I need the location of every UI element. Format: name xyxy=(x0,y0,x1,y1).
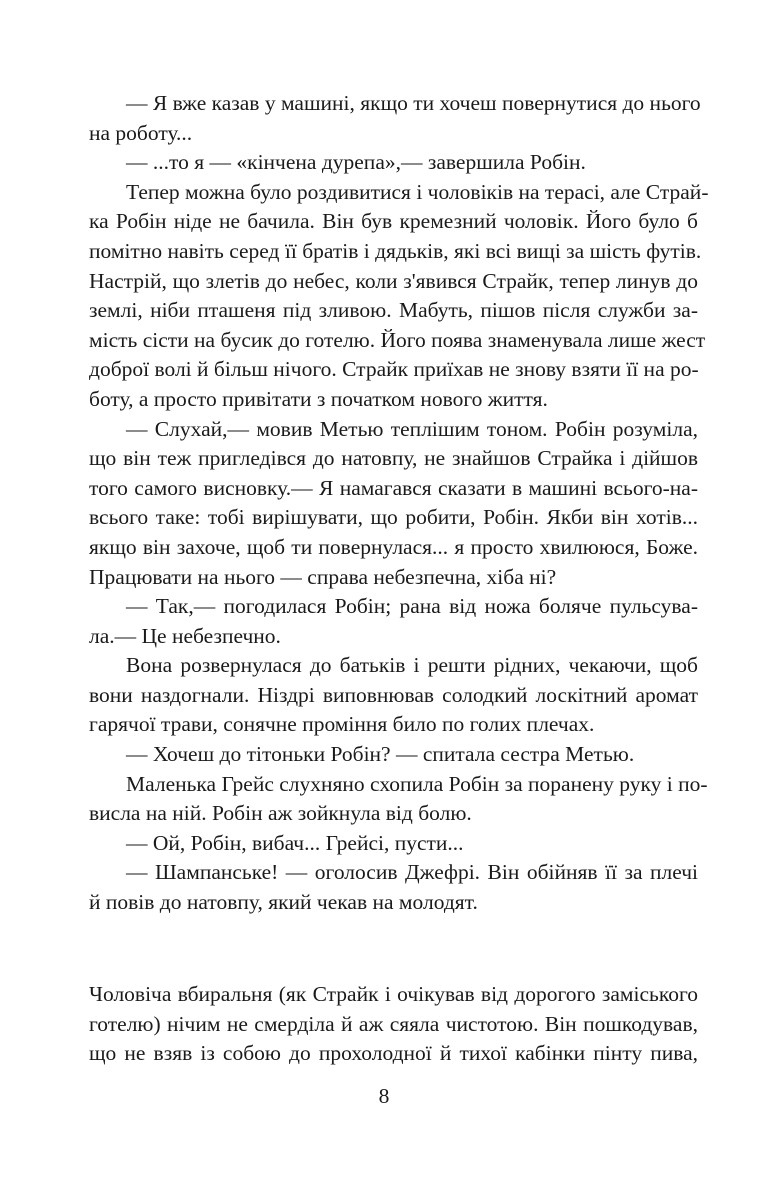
text-line: ка Робін ніде не бачила. Він був кремезний чоловік. Його було б xyxy=(89,209,698,234)
text-line: й повів до натовпу, який чекав на молодят. xyxy=(89,890,478,915)
text-line: на роботу... xyxy=(89,120,193,145)
text-line: — ...то я — «кінчена дурепа»,— завершила Робін. xyxy=(126,150,586,175)
text-line: Чоловіча вбиральня (як Страйк і очікував від дорогого заміського xyxy=(89,982,698,1006)
text-line: — Слухай,— мовив Метью теплішим тоном. Робін розуміла, xyxy=(126,416,698,441)
text-line: гарячої трави, сонячне проміння било по голих плечах. xyxy=(89,712,595,737)
text-line: Настрій, що злетів до небес, коли з'явився Страйк, тепер линув до xyxy=(89,268,698,293)
text-line: боту, а просто привітати з початком нового життя. xyxy=(89,386,548,411)
text-line: ла.— Це небезпечно. xyxy=(89,623,281,648)
text-line: — Я вже казав у машині, якщо ти хочеш повернутися до нього xyxy=(126,91,701,115)
text-line: землі, ніби пташеня під зливою. Мабуть, пішов після служби за- xyxy=(89,298,698,323)
text-line: — Ой, Робін, вибач... Грейсі, пусти... xyxy=(126,830,464,855)
text-line: готелю) нічим не смерділа й аж сяяла чистотою. Він пошкодував, xyxy=(89,1011,698,1036)
text-line: помітно навіть серед її братів і дядьків, які всі вищі за шість футів. xyxy=(89,238,702,263)
text-line: висла на ній. Робін аж зойкнула від болю. xyxy=(89,801,472,826)
text-line: що він теж пригледівся до натовпу, не знайшов Страйка і дійшов xyxy=(89,446,698,471)
text-line: якщо він захоче, щоб ти повернулася... я просто хвилююся, Боже. xyxy=(89,534,698,559)
text-line: мість сісти на бусик до готелю. Його поява знаменувала лише жест xyxy=(89,327,706,352)
text-line: Працювати на нього — справа небезпечна, хіба ні? xyxy=(89,564,557,589)
text-line: Вона розвернулася до батьків і решти рідних, чекаючи, щоб xyxy=(126,653,698,678)
page-number: 8 xyxy=(378,1084,390,1108)
text-section-2 xyxy=(89,980,698,1069)
text-line: — Так,— погодилася Робін; рана від ножа боляче пульсува- xyxy=(126,594,698,619)
text-line: — Хочеш до тітоньки Робін? — спитала сестра Метью. xyxy=(126,742,635,767)
text-line: доброї волі й більш нічого. Страйк приїхав не знову взяти її на ро- xyxy=(89,357,699,382)
text-line: того самого висновку.— Я намагався сказати в машині всього-на- xyxy=(89,475,698,500)
text-line: всього таке: тобі вирішувати, що робити, Робін. Якби він хотів... xyxy=(89,505,698,530)
text-line: вони наздогнали. Ніздрі виповнював солодкий лоскітний аромат xyxy=(89,682,698,707)
text-line: — Шампанське! — оголосив Джефрі. Він обійняв її за плечі xyxy=(126,860,698,885)
text-line: що не взяв із собою до прохолодної й тихої кабінки пінту пива, xyxy=(89,1041,698,1066)
text-section-1 xyxy=(89,89,709,918)
text-line: Тепер можна було роздивитися і чоловіків на терасі, але Страй- xyxy=(126,179,709,204)
text-line: Маленька Грейс слухняно схопила Робін за поранену руку і по- xyxy=(126,771,708,796)
